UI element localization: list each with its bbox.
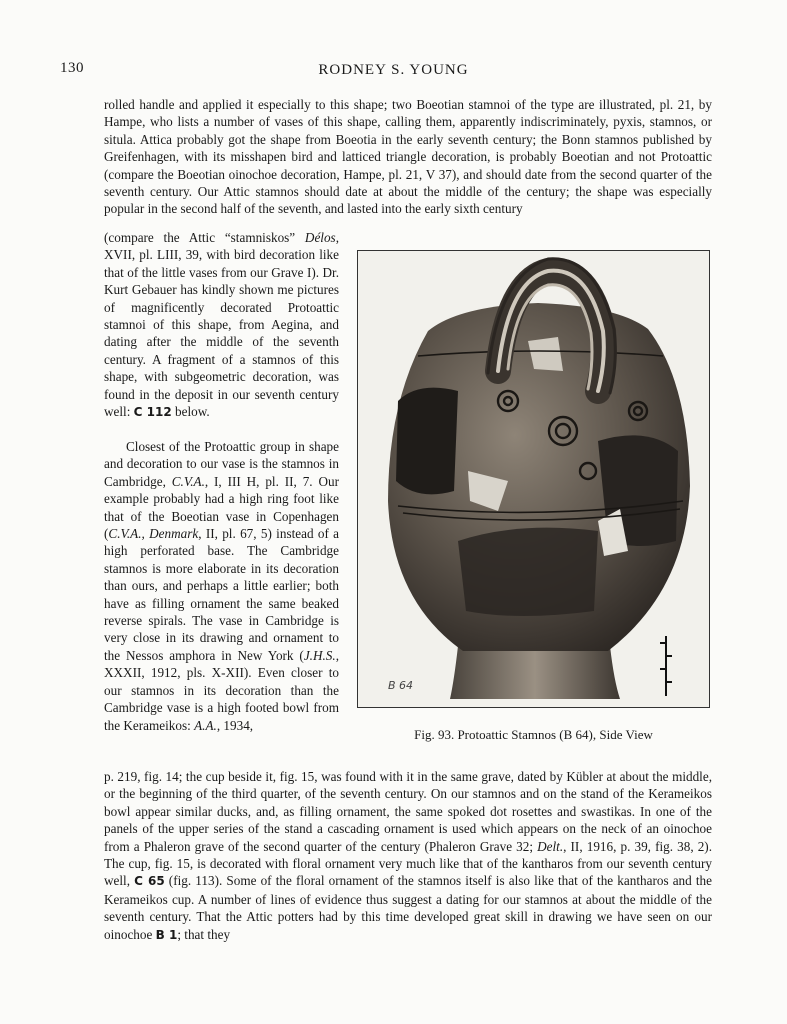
paragraph-bottom: [104, 768, 712, 944]
text-run: , XXXII, 1912, pls. X-XII). Even closer to our stamnos in its decoration than the Cambridge vase is a high footed bowl from the Kerameikos:: [104, 647, 339, 733]
text-run: , II, 1916, p. 39, fig. 38, 2). The cup, fig. 15, is decorated with floral ornament very much like that of the kantharos from our seventh century well,: [104, 838, 712, 889]
text-run: p. 219, fig. 14; the cup beside it, fig. 15, was found with it in the same grave, dated by Kübler at about the middle, or the beginning of the third quarter, of the seventh century. On our stamnos and on the stand of the Kerameikos bowl appear similar ducks, and, as filling ornament, the same spoked dot rosettes and swastikas. In one of the panels of the upper series of the stand a cascading ornament is used which appears on the neck of an oinochoe from a Phaleron grave of the second quarter of the century (Phaleron Grave 32;: [104, 769, 712, 854]
paragraph-top: [104, 96, 712, 218]
catalog-ref: B 1: [155, 927, 178, 942]
paragraph-left-2: [104, 438, 339, 734]
text-run: , 1934,: [216, 717, 254, 733]
italic-ref: J.H.S.: [303, 647, 336, 663]
figure-caption: Fig. 93. Protoattic Stamnos (B 64), Side View: [414, 727, 653, 742]
paragraph-left-1: [104, 229, 339, 421]
italic-ref: A.A.: [194, 717, 217, 733]
text-run: Closest of the Protoattic group in shape and decoration to our vase is the stamnos in Cambridge,: [104, 439, 339, 489]
page-number: 130: [60, 60, 84, 76]
catalog-ref: C 65: [134, 874, 165, 889]
photo-label: B 64: [388, 679, 414, 692]
text-run: , XVII, pl. LIII, 39, with bird decoration like that of the little vases from our Grave I). Dr. Kurt Gebauer has kindly shown me pictures of magnificently decorated Protoattic stamnoi of this shape, from Aegina, and dating after the middle of the seventh century. A fragment of a stamnos of this shape, with subgeometric decoration, was found in the deposit in our seventh century well:: [104, 230, 339, 420]
text-run: below.: [171, 404, 210, 420]
catalog-ref: C 112: [133, 405, 172, 420]
text-run: (fig. 113). Some of the floral ornament of the stamnos itself is also like that of the kantharos and the Kerameikos cup. A number of lines of evidence thus suggest a dating for our stamnos at about the middle of the seventh century. That the Attic potters had by this time developed great skill in drawing we have seen on our oinochoe: [104, 873, 712, 942]
text-run: , II, pl. 67, 5) instead of a high perforated base. The Cambridge stamnos is more elaborate in its decoration than ours, and perhaps a little earlier; both have as filling ornament the same beaked reverse spirals. The vase in Cambridge is very close in its drawing and ornament to the Nessos amphora in New York (: [104, 526, 340, 663]
stamnos-photo-image: [358, 251, 709, 707]
figure-photo: [357, 250, 710, 708]
italic-ref: C.V.A.: [171, 473, 205, 489]
text-run: ; that they: [177, 926, 231, 942]
italic-ref: C.V.A., Denmark: [108, 526, 199, 542]
running-head: RODNEY S. YOUNG: [318, 62, 469, 78]
paragraph-top-text: rolled handle and applied it especially to this shape; two Boeotian stamnoi of the type are illustrated, pl. 21, by Hampe, who lists a number of vases of this shape, calling them, apparently indiscriminately, pyxis, stamnos, or situla. Attica probably got the shape from Boeotia in the early seventh century; the Bonn stamnos published by Greifenhagen, with its misshapen bird and latticed triangle decoration, is probably Boeotian and not Protoattic (compare the Boeotian oinochoe decoration, Hampe, pl. 21, V 37), and should date from the second quarter of the seventh century. Our Attic stamnos should date at about the middle of the century; the shape was especially popular in the second half of the seventh, and lasted into the early sixth century: [104, 97, 712, 217]
italic-ref: Delt.: [537, 838, 564, 854]
text-run: , I, III H, pl. II, 7. Our example probably had a high ring foot like that of the Boeotian vase in Copenhagen (: [104, 473, 339, 542]
italic-ref: Délos: [304, 230, 336, 245]
text-run: (compare the Attic “stamniskos”: [104, 230, 305, 245]
